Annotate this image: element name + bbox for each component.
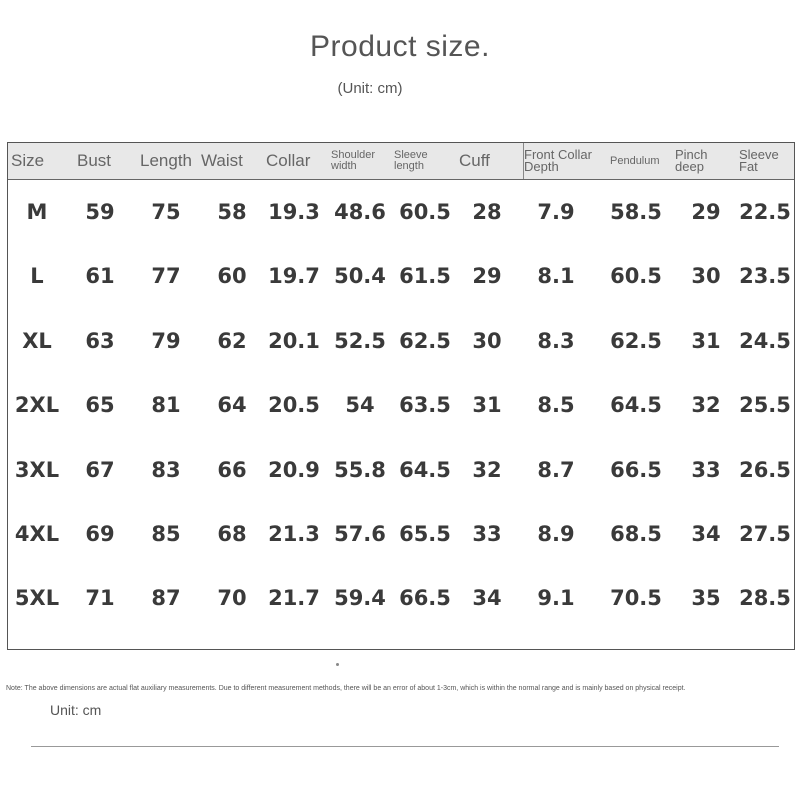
table-cell: 58	[217, 200, 247, 224]
table-cell: 28.5	[739, 586, 791, 611]
table-row	[8, 502, 794, 566]
header-sleeve-length: Sleeve length	[394, 149, 428, 172]
unit-subtitle: (Unit: cm)	[337, 80, 403, 97]
table-cell: 62.5	[399, 328, 451, 353]
table-cell: 31	[691, 328, 721, 353]
table-cell: 55.8	[334, 457, 386, 482]
table-cell: 85	[151, 522, 181, 546]
table-cell: 67	[85, 457, 115, 482]
table-cell: 35	[691, 586, 721, 611]
table-cell: 21.7	[268, 586, 320, 611]
table-cell: 77	[151, 264, 181, 289]
table-cell: 64.5	[399, 457, 451, 482]
table-cell: 64.5	[610, 393, 662, 418]
table-cell: 48.6	[334, 200, 386, 224]
page-title: Product size.	[310, 30, 490, 63]
size-label-cell: M	[26, 200, 48, 224]
header-sleeve-fat: Sleeve Fat	[739, 147, 779, 174]
table-cell: 32	[691, 393, 721, 418]
table-cell: 62.5	[610, 328, 662, 353]
table-cell: 20.5	[268, 393, 320, 418]
header-front-collar-depth: Front Collar Depth	[523, 143, 604, 179]
table-cell: 60	[217, 264, 247, 289]
table-cell: 87	[151, 586, 181, 611]
table-cell: 32	[472, 457, 502, 482]
table-cell: 58.5	[610, 200, 662, 224]
header-cuff: Cuff	[459, 151, 490, 170]
size-label-cell: 2XL	[14, 393, 60, 418]
table-cell: 60.5	[610, 264, 662, 289]
unit-label: Unit: cm	[50, 702, 102, 718]
table-cell: 8.1	[537, 264, 575, 289]
divider-dot	[336, 663, 339, 666]
header-collar: Collar	[266, 151, 311, 170]
table-cell: 52.5	[334, 328, 386, 353]
table-cell: 61	[85, 264, 115, 289]
header-waist: Waist	[201, 151, 243, 170]
table-cell: 68	[217, 522, 247, 546]
table-cell: 34	[472, 586, 502, 611]
table-cell: 66.5	[610, 457, 662, 482]
table-cell: 61.5	[399, 264, 451, 289]
header-pinch-deep: Pinch deep	[675, 147, 708, 174]
table-cell: 68.5	[610, 522, 662, 546]
table-cell: 21.3	[268, 522, 320, 546]
table-row	[8, 309, 794, 373]
table-cell: 57.6	[334, 522, 386, 546]
table-cell: 34	[691, 522, 721, 546]
table-cell: 29	[472, 264, 502, 289]
table-cell: 30	[472, 328, 502, 353]
table-cell: 69	[85, 522, 115, 546]
table-cell: 7.9	[537, 200, 575, 224]
table-cell: 31	[472, 393, 502, 418]
table-cell: 70.5	[610, 586, 662, 611]
table-cell: 83	[151, 457, 181, 482]
size-label-cell: 4XL	[14, 522, 60, 546]
table-row	[8, 373, 794, 437]
header-shoulder-width: Shoulder width	[331, 149, 376, 172]
table-row	[8, 244, 794, 308]
table-cell: 30	[691, 264, 721, 289]
table-cell: 65.5	[399, 522, 451, 546]
table-cell: 22.5	[739, 200, 791, 224]
table-cell: 28	[472, 200, 502, 224]
table-cell: 59.4	[334, 586, 386, 611]
table-cell: 8.5	[537, 393, 575, 418]
table-cell: 63.5	[399, 393, 451, 418]
table-cell: 75	[151, 200, 181, 224]
table-cell: 27.5	[739, 522, 791, 546]
table-cell: 65	[85, 393, 115, 418]
table-cell: 62	[217, 328, 247, 353]
table-cell: 8.3	[537, 328, 575, 353]
table-cell: 66.5	[399, 586, 451, 611]
table-cell: 20.1	[268, 328, 320, 353]
table-cell: 59	[85, 200, 115, 224]
size-label-cell: XL	[22, 328, 52, 353]
table-cell: 70	[217, 586, 247, 611]
table-cell: 63	[85, 328, 115, 353]
table-cell: 33	[691, 457, 721, 482]
table-cell: 50.4	[334, 264, 386, 289]
table-cell: 19.3	[268, 200, 320, 224]
header-bust: Bust	[77, 151, 112, 170]
header-size: Size	[11, 151, 45, 170]
table-cell: 23.5	[739, 264, 791, 289]
table-cell: 24.5	[739, 328, 791, 353]
table-cell: 20.9	[268, 457, 320, 482]
measurement-note: Note: The above dimensions are actual flat auxiliary measurements. Due to different measurement methods, there will be an error of about 1-3cm, which is within the normal range and is mainly based on physical receipt.	[6, 685, 686, 692]
table-cell: 8.9	[537, 522, 575, 546]
table-row	[8, 180, 794, 244]
table-row	[8, 438, 794, 502]
table-cell: 54	[345, 393, 375, 418]
table-cell: 71	[85, 586, 115, 611]
table-cell: 33	[472, 522, 502, 546]
table-row	[8, 566, 794, 630]
table-cell: 25.5	[739, 393, 791, 418]
header-length: Length	[140, 151, 192, 170]
bottom-divider	[31, 746, 779, 747]
size-label-cell: 5XL	[14, 586, 60, 611]
table-cell: 81	[151, 393, 181, 418]
table-cell: 79	[151, 328, 181, 353]
size-label-cell: 3XL	[14, 457, 60, 482]
size-label-cell: L	[30, 264, 44, 289]
size-table	[7, 142, 795, 650]
header-pendulum: Pendulum	[610, 154, 660, 167]
table-cell: 9.1	[537, 586, 575, 611]
table-cell: 60.5	[399, 200, 451, 224]
table-cell: 26.5	[739, 457, 791, 482]
table-header-row	[8, 143, 794, 180]
table-cell: 64	[217, 393, 247, 418]
table-cell: 66	[217, 457, 247, 482]
table-cell: 19.7	[268, 264, 320, 289]
table-cell: 8.7	[537, 457, 575, 482]
table-cell: 29	[691, 200, 721, 224]
